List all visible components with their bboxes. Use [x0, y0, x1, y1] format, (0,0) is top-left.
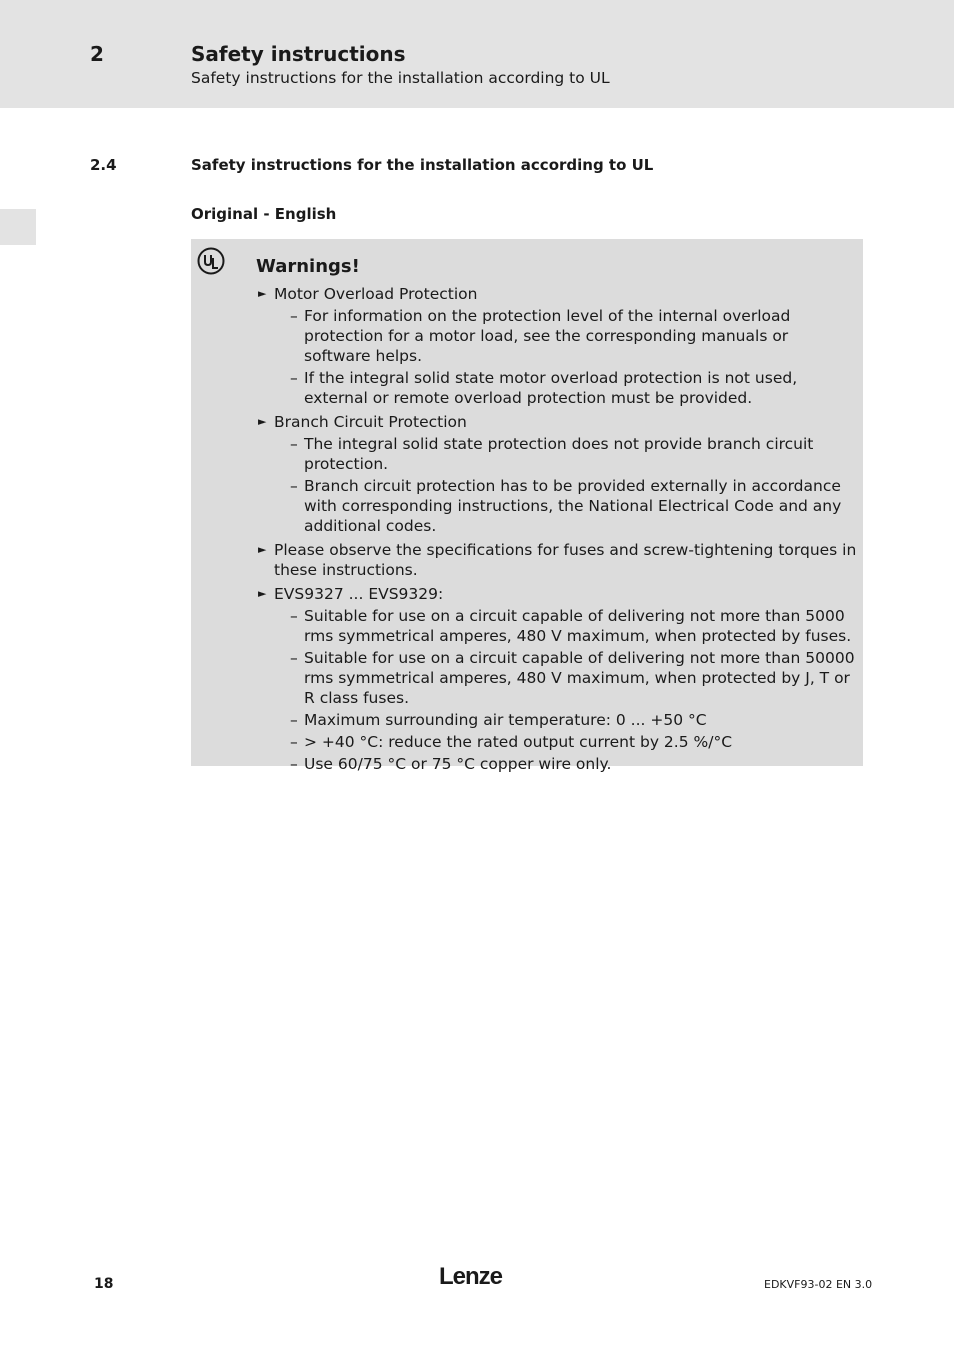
chapter-title: Safety instructions	[191, 42, 406, 66]
dash-marker: –	[290, 435, 298, 453]
warning-subitem	[274, 306, 858, 366]
warning-subitem	[274, 710, 858, 730]
dash-marker: –	[290, 733, 298, 751]
chapter-subtitle: Safety instructions for the installation according to UL	[191, 69, 610, 87]
warning-bullet-text: Motor Overload Protection	[274, 285, 478, 303]
warning-heading: Warnings!	[256, 256, 360, 277]
dash-marker: –	[290, 307, 298, 325]
warning-box	[191, 239, 863, 773]
warning-bullet	[258, 584, 858, 774]
dash-marker: –	[290, 755, 298, 773]
document-id: EDKVF93-02 EN 3.0	[764, 1278, 873, 1291]
warning-subitem	[274, 368, 858, 408]
arrow-bullet-icon: ►	[258, 543, 267, 556]
chapter-number: 2	[90, 42, 104, 66]
warning-subitem-text: Suitable for use on a circuit capable of delivering not more than 50000 rms symmetrical amperes, 480 V maximum, when protected by J, T or R class fuses.	[304, 649, 855, 707]
arrow-bullet-icon: ►	[258, 415, 267, 428]
side-tab-marker	[0, 209, 36, 245]
warning-subitem-text: > +40 °C: reduce the rated output current by 2.5 %/°C	[304, 733, 733, 751]
warning-subitem	[274, 476, 858, 536]
dash-marker: –	[290, 607, 298, 625]
warning-bullet-text: EVS9327 ... EVS9329:	[274, 585, 444, 603]
warning-bullet-text: Branch Circuit Protection	[274, 413, 467, 431]
warning-bullet	[258, 412, 858, 536]
dash-marker: –	[290, 369, 298, 387]
header-band	[0, 0, 954, 108]
lenze-logo: Lenze	[439, 1263, 503, 1290]
dash-marker: –	[290, 711, 298, 729]
warning-subitem	[274, 648, 858, 708]
warning-subitem-text: Use 60/75 °C or 75 °C copper wire only.	[304, 755, 612, 773]
warning-list	[258, 284, 858, 778]
warning-subitem	[274, 754, 858, 774]
warning-subitem-text: The integral solid state protection does not provide branch circuit protection.	[304, 435, 814, 473]
warning-bullet	[258, 540, 858, 580]
warning-subitem	[274, 732, 858, 752]
dash-marker: –	[290, 477, 298, 495]
warning-subitem-text: For information on the protection level of the internal overload protection for a motor load, see the corresponding manuals or software helps.	[304, 307, 791, 365]
warning-subitem	[274, 434, 858, 474]
warning-bullet-text: Please observe the specifications for fuses and screw-tightening torques in these instructions.	[274, 541, 857, 579]
warning-subitem-text: Suitable for use on a circuit capable of delivering not more than 5000 rms symmetrical amperes, 480 V maximum, when protected by fuses.	[304, 607, 852, 645]
section-title: Safety instructions for the installation according to UL	[191, 156, 654, 174]
dash-marker: –	[290, 649, 298, 667]
original-language-label: Original - English	[191, 205, 337, 223]
warning-subitem-text: Maximum surrounding air temperature: 0 ... +50 °C	[304, 711, 707, 729]
arrow-bullet-icon: ►	[258, 587, 267, 600]
arrow-bullet-icon: ►	[258, 287, 267, 300]
warning-subitem-text: Branch circuit protection has to be provided externally in accordance with corresponding instructions, the National Electrical Code and any additional codes.	[304, 477, 842, 535]
section-number: 2.4	[90, 156, 117, 174]
ul-logo-icon	[197, 247, 225, 275]
warning-subitem-text: If the integral solid state motor overload protection is not used, external or remote overload protection must be provided.	[304, 369, 798, 407]
warning-bullet	[258, 284, 858, 408]
warning-subitem	[274, 606, 858, 646]
page-number: 18	[94, 1276, 114, 1292]
